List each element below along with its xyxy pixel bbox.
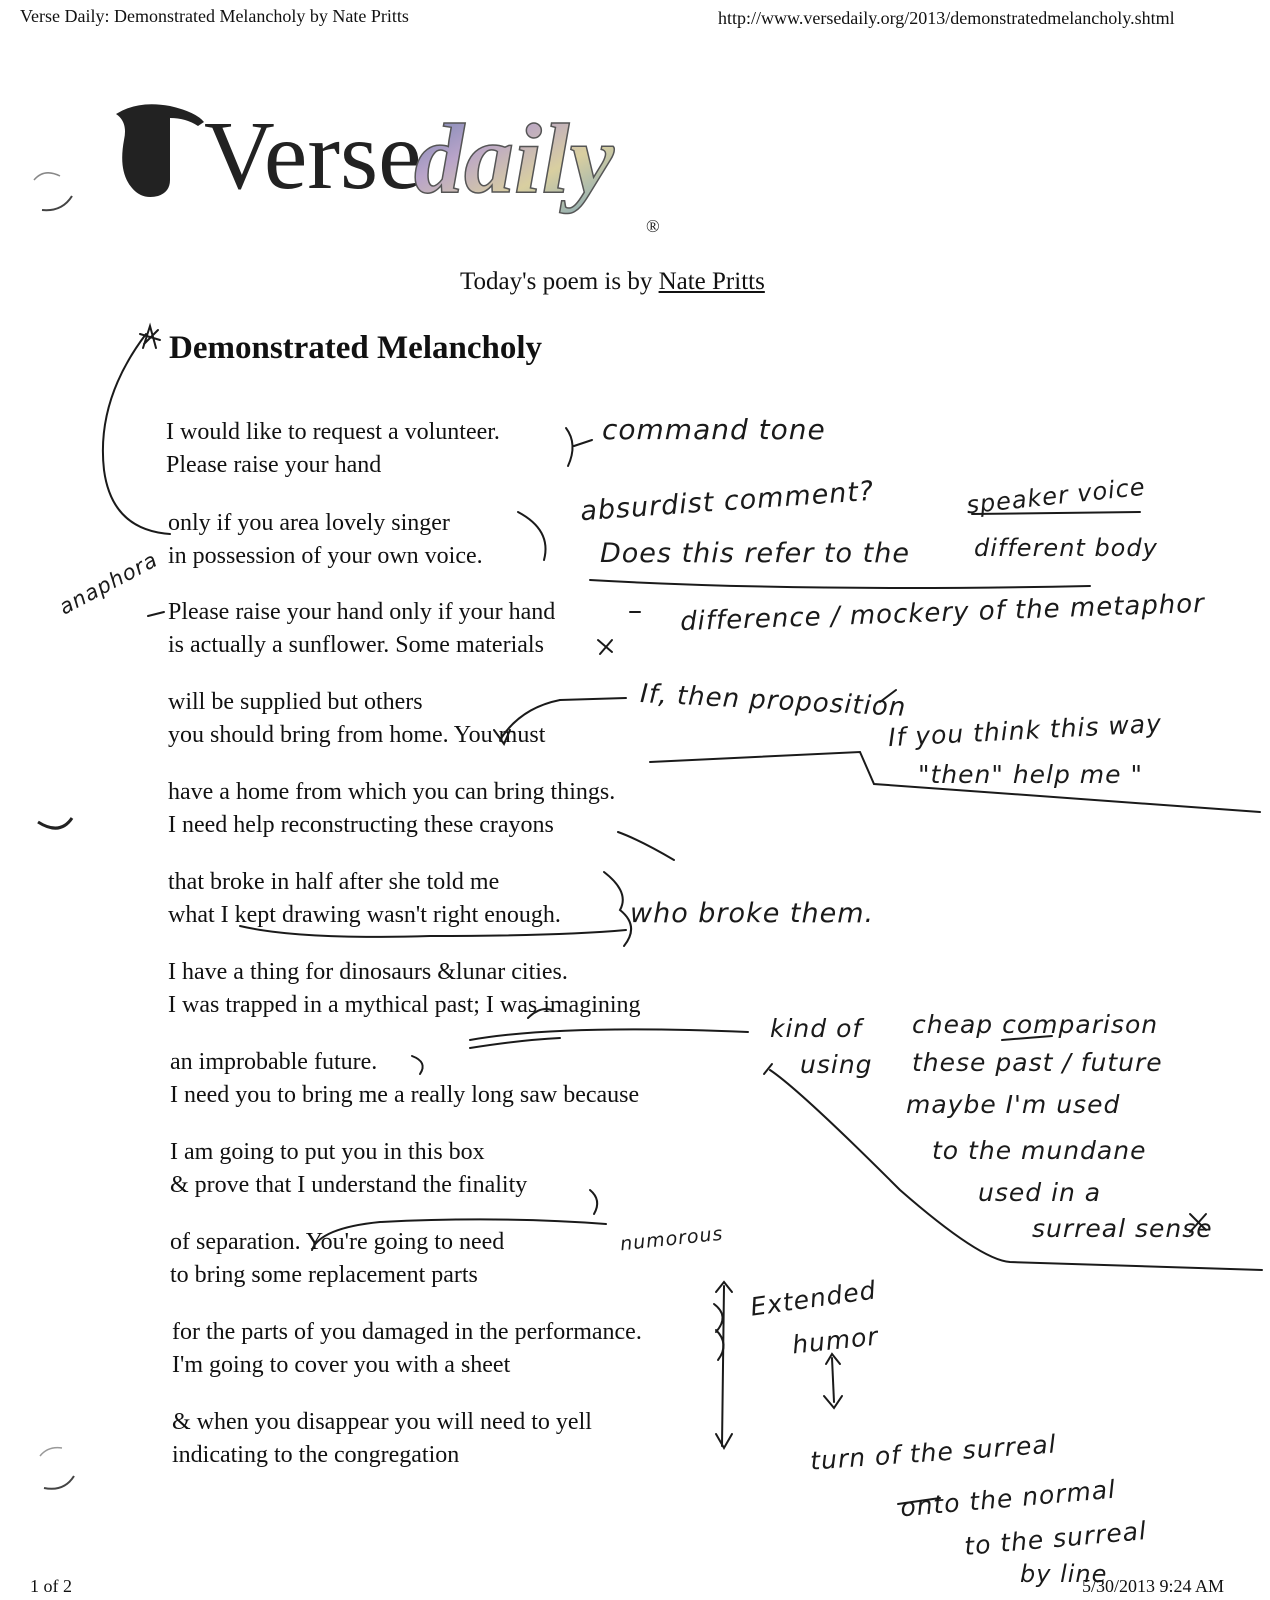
annotation-does-this: Does this refer to the bbox=[600, 538, 910, 569]
annotation-maybe: maybe I'm used bbox=[906, 1090, 1121, 1119]
annotation-turn-of: turn of the surreal bbox=[809, 1429, 1058, 1476]
poem-line: Please raise your hand only if your hand bbox=[168, 599, 556, 625]
annotation-kind-of: kind of bbox=[770, 1014, 863, 1043]
poem-title: Demonstrated Melancholy bbox=[169, 330, 543, 366]
annotation-speaker-voice: speaker voice bbox=[965, 472, 1147, 520]
print-footer-page: 1 of 2 bbox=[30, 1576, 72, 1596]
poem-line: have a home from which you can bring things. bbox=[168, 779, 616, 805]
annotation-used-in-a: used in a bbox=[978, 1178, 1102, 1207]
poem-line: only if you area lovely singer bbox=[168, 510, 450, 536]
poem-line: of separation. You're going to need bbox=[170, 1229, 505, 1255]
registered-mark: ® bbox=[646, 216, 660, 236]
poem-line: I have a thing for dinosaurs &lunar cities. bbox=[168, 959, 568, 985]
annotation-surreal-sense: surreal sense bbox=[1032, 1214, 1213, 1243]
annotation-onto-the-normal: onto the normal bbox=[899, 1474, 1118, 1523]
author-link[interactable]: Nate Pritts bbox=[658, 268, 765, 295]
poem-line: & when you disappear you will need to yell bbox=[172, 1409, 592, 1435]
poem-line: an improbable future. bbox=[170, 1049, 378, 1075]
annotation-absurdist: absurdist comment? bbox=[579, 475, 876, 528]
poem-line: in possession of your own voice. bbox=[168, 543, 483, 569]
annotation-numorous: numorous bbox=[619, 1222, 725, 1256]
print-header-url: http://www.versedaily.org/2013/demonstratedmelancholy.shtml bbox=[718, 8, 1175, 28]
annotation-anaphora: anaphora bbox=[55, 547, 162, 620]
print-header-title: Verse Daily: Demonstrated Melancholy by Nate Pritts bbox=[20, 6, 409, 26]
poem-line: what I kept drawing wasn't right enough. bbox=[168, 902, 561, 928]
poem-line: Please raise your hand bbox=[166, 452, 382, 478]
logo-verse-text: Verse bbox=[204, 102, 422, 210]
annotation-cheap-comparison: cheap comparison bbox=[912, 1010, 1159, 1039]
print-footer-datetime: 5/30/2013 9:24 AM bbox=[1082, 1576, 1225, 1596]
annotation-extended: Extended bbox=[748, 1275, 879, 1322]
poem-line: to bring some replacement parts bbox=[170, 1262, 478, 1288]
poem-line: I would like to request a volunteer. bbox=[166, 419, 500, 445]
poem-line: I need help reconstructing these crayons bbox=[168, 812, 554, 838]
annotation-to-the-mundane: to the mundane bbox=[932, 1136, 1147, 1165]
poem-line: I am going to put you in this box bbox=[170, 1139, 485, 1165]
logo-daily-text: daily bbox=[414, 103, 614, 214]
poem-line: & prove that I understand the finality bbox=[170, 1172, 528, 1198]
annotation-humor: humor bbox=[790, 1321, 880, 1360]
poem-line: for the parts of you damaged in the performance. bbox=[172, 1319, 642, 1345]
poem-line: will be supplied but others bbox=[168, 689, 423, 715]
annotation-who-broke: who broke them. bbox=[630, 898, 875, 929]
poem-line: is actually a sunflower. Some materials bbox=[168, 632, 544, 658]
annotation-different-body: different body bbox=[974, 534, 1158, 562]
annotation-then-help-me: "then" help me " bbox=[918, 760, 1143, 789]
poem-line: that broke in half after she told me bbox=[168, 869, 500, 895]
poem-line: I need you to bring me a really long saw because bbox=[170, 1082, 640, 1108]
annotation-if-you-think: If you think this way bbox=[887, 708, 1163, 753]
annotation-difference: difference / mockery of the metaphor bbox=[679, 588, 1206, 638]
annotation-by-line: by line bbox=[1020, 1560, 1108, 1588]
annotation-if-then: If, then proposition bbox=[639, 679, 907, 723]
poem-line: you should bring from home. You must bbox=[168, 722, 546, 748]
annotation-these-past-future: these past / future bbox=[912, 1048, 1163, 1077]
byline-prefix: Today's poem is by bbox=[460, 268, 659, 295]
annotation-command-tone: command tone bbox=[602, 413, 826, 446]
poem-line: I'm going to cover you with a sheet bbox=[172, 1352, 511, 1378]
annotation-using: using bbox=[800, 1050, 873, 1079]
poem-line: indicating to the congregation bbox=[172, 1442, 460, 1468]
annotation-to-the-surreal: to the surreal bbox=[963, 1516, 1149, 1561]
poem-line: I was trapped in a mythical past; I was imagining bbox=[168, 992, 641, 1018]
